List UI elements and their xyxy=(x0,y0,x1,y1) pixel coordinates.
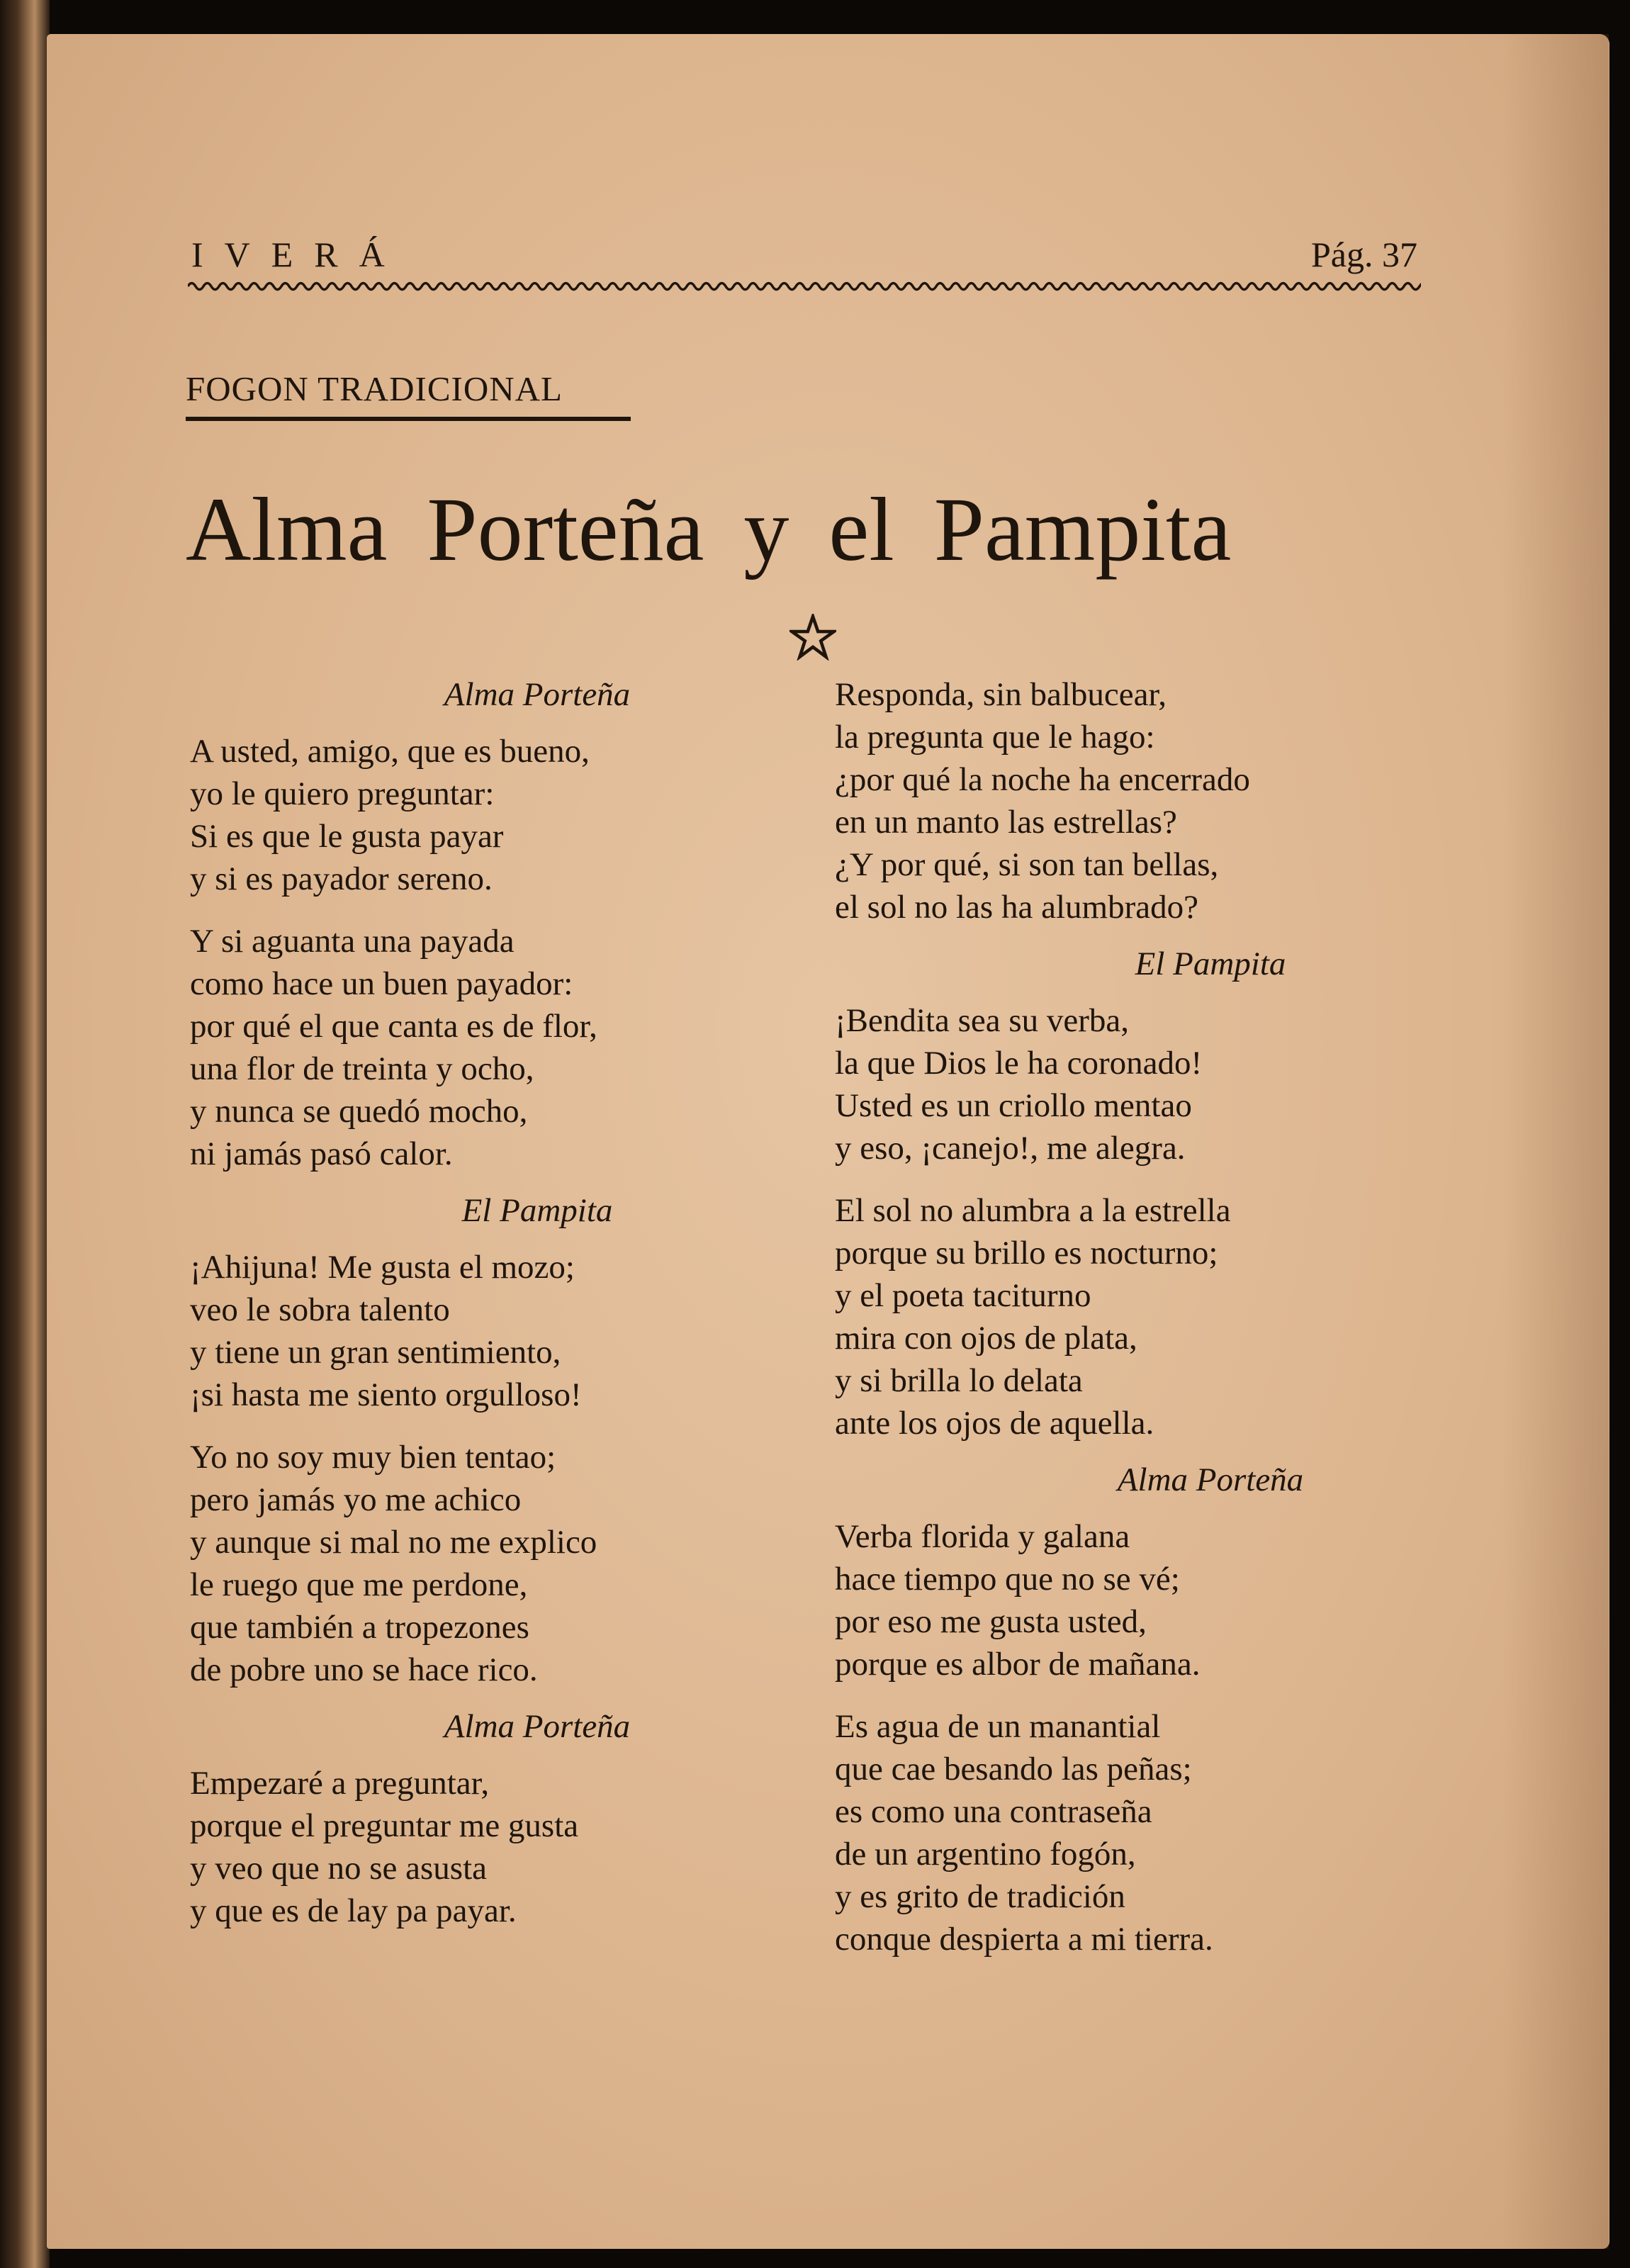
stanza-gap xyxy=(835,1501,1473,1515)
page-binding-edge xyxy=(0,0,50,2268)
stanza xyxy=(835,673,1473,928)
stanza xyxy=(835,1515,1473,1685)
right-column xyxy=(835,673,1473,1960)
stanza-gap xyxy=(835,1444,1473,1459)
verse-line: y es grito de tradición xyxy=(835,1878,1125,1915)
verse-line: y si es payador sereno. xyxy=(190,860,493,897)
verse-line: de un argentino fogón, xyxy=(835,1836,1136,1873)
verse-line: veo le sobra talento xyxy=(190,1291,450,1328)
verse-line: porque su brillo es nocturno; xyxy=(835,1235,1218,1271)
stanza xyxy=(190,920,828,1175)
stanza xyxy=(835,999,1473,1169)
stanza-gap xyxy=(835,928,1473,943)
verse-line: y si brilla lo delata xyxy=(835,1362,1083,1399)
stanza-gap xyxy=(190,900,828,920)
verse-line: le ruego que me perdone, xyxy=(190,1566,528,1603)
stanza-gap xyxy=(190,1175,828,1189)
left-column xyxy=(190,673,828,1932)
verse-line: Es agua de un manantial xyxy=(835,1708,1161,1745)
verse-line: Verba florida y galana xyxy=(835,1518,1130,1555)
stanza-gap xyxy=(835,985,1473,999)
verse-line: El sol no alumbra a la estrella xyxy=(835,1192,1231,1229)
verse-line: mira con ojos de plata, xyxy=(835,1320,1137,1357)
verse-line: por qué el que canta es de flor, xyxy=(190,1008,597,1045)
speaker-heading: Alma Porteña xyxy=(444,676,631,713)
stanza xyxy=(190,730,828,900)
verse-line: conque despierta a mi tierra. xyxy=(835,1921,1213,1958)
stanza xyxy=(190,1436,828,1691)
verse-line: ¡si hasta me siento orgulloso! xyxy=(190,1376,582,1413)
verse-line: y el poeta taciturno xyxy=(835,1277,1091,1314)
verse-line: Yo no soy muy bien tentao; xyxy=(190,1439,556,1476)
verse-line: porque el preguntar me gusta xyxy=(190,1807,579,1844)
speaker-heading: Alma Porteña xyxy=(1117,1461,1304,1498)
verse-line: yo le quiero preguntar: xyxy=(190,775,495,812)
speaker-heading: El Pampita xyxy=(461,1192,613,1229)
verse-line: y nunca se quedó mocho, xyxy=(190,1093,528,1130)
stanza xyxy=(190,1246,828,1416)
stanza xyxy=(190,1762,828,1932)
verse-line: el sol no las ha alumbrado? xyxy=(835,889,1198,926)
verse-line: por eso me gusta usted, xyxy=(835,1603,1147,1640)
verse-line: hace tiempo que no se vé; xyxy=(835,1561,1180,1598)
verse-line: y eso, ¡canejo!, me alegra. xyxy=(835,1130,1186,1167)
speaker-heading: Alma Porteña xyxy=(444,1708,631,1745)
verse-line: Si es que le gusta payar xyxy=(190,818,504,855)
verse-line: pero jamás yo me achico xyxy=(190,1481,522,1518)
section-label: FOGON TRADICIONAL xyxy=(186,369,563,408)
stanza-gap xyxy=(190,1691,828,1705)
verse-line: la que Dios le ha coronado! xyxy=(835,1045,1203,1082)
stanza xyxy=(835,1189,1473,1444)
verse-line: de pobre uno se hace rico. xyxy=(190,1651,538,1688)
verse-line: que también a tropezones xyxy=(190,1609,529,1646)
verse-line: una flor de treinta y ocho, xyxy=(190,1050,534,1087)
verse-line: Y si aguanta una payada xyxy=(190,923,515,960)
verse-line: en un manto las estrellas? xyxy=(835,804,1177,841)
verse-line: y tiene un gran sentimiento, xyxy=(190,1334,561,1371)
verse-line: ¿Y por qué, si son tan bellas, xyxy=(835,846,1219,883)
stanza-gap xyxy=(835,1169,1473,1189)
verse-line: Responda, sin balbucear, xyxy=(835,676,1167,713)
verse-line: ante los ojos de aquella. xyxy=(835,1405,1154,1442)
stanza xyxy=(835,1705,1473,1960)
verse-line: y aunque si mal no me explico xyxy=(190,1524,597,1561)
speaker-heading: El Pampita xyxy=(1135,945,1286,982)
verse-line: la pregunta que le hago: xyxy=(835,719,1155,756)
verse-line: A usted, amigo, que es bueno, xyxy=(190,733,590,770)
stanza-gap xyxy=(190,1232,828,1246)
verse-line: y veo que no se asusta xyxy=(190,1850,487,1887)
page-number: Pág. 37 xyxy=(1311,235,1417,274)
page-edge-shadow xyxy=(1502,34,1609,2249)
section-underline xyxy=(186,417,631,421)
verse-line: ¿por qué la noche ha encerrado xyxy=(835,761,1250,798)
verse-line: ni jamás pasó calor. xyxy=(190,1135,453,1172)
poem-title: Alma Porteña y el Pampita xyxy=(186,479,1232,580)
star-icon xyxy=(789,614,836,661)
verse-line: Usted es un criollo mentao xyxy=(835,1087,1192,1124)
wavy-divider xyxy=(188,278,1421,295)
stanza-gap xyxy=(835,1685,1473,1705)
stanza-gap xyxy=(190,1748,828,1762)
verse-line: que cae besando las peñas; xyxy=(835,1751,1192,1787)
verse-line: ¡Bendita sea su verba, xyxy=(835,1002,1130,1039)
verse-line: como hace un buen payador: xyxy=(190,965,573,1002)
stanza-gap xyxy=(190,716,828,730)
stanza-gap xyxy=(190,1416,828,1436)
verse-line: es como una contraseña xyxy=(835,1793,1152,1830)
verse-line: Empezaré a preguntar, xyxy=(190,1765,490,1802)
verse-line: porque es albor de mañana. xyxy=(835,1646,1201,1683)
journal-name: IVERÁ xyxy=(191,235,406,274)
verse-line: y que es de lay pa payar. xyxy=(190,1892,517,1929)
verse-line: ¡Ahijuna! Me gusta el mozo; xyxy=(190,1249,575,1286)
